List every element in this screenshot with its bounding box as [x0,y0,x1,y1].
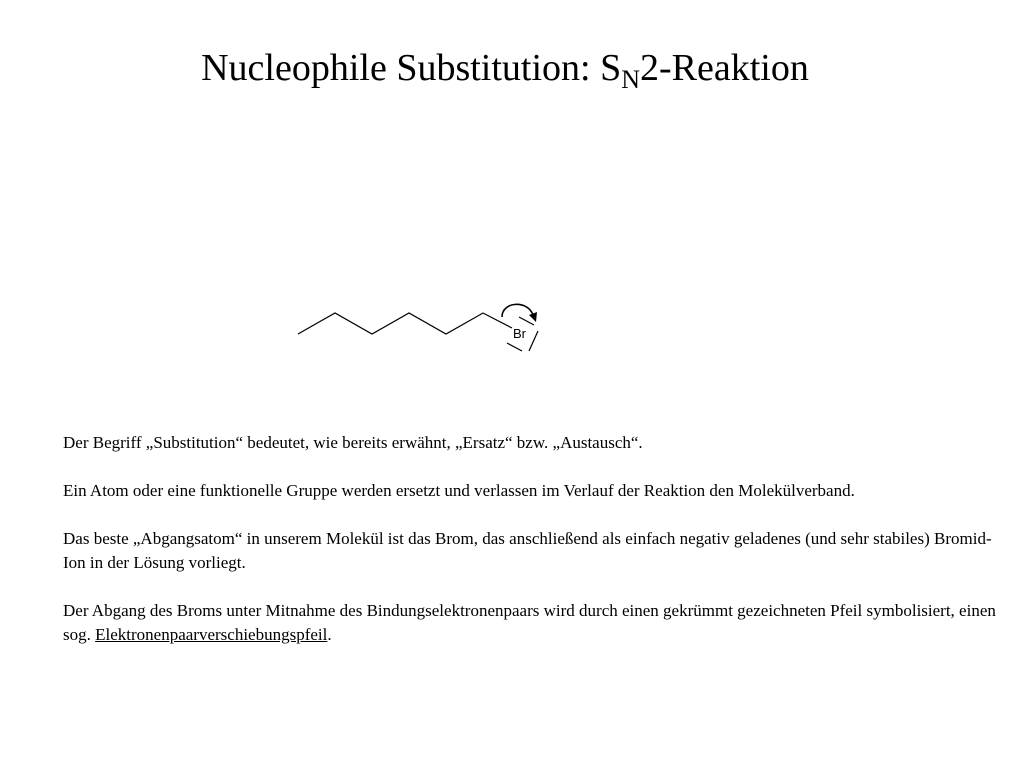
lone-pair-line-right [529,331,538,351]
paragraph-substitution-definition: Der Begriff „Substitution“ bedeutet, wie bereits erwähnt, „Ersatz“ bzw. „Austausch“. [63,433,643,452]
title-suffix: 2-Reaktion [640,47,809,89]
title-prefix: Nucleophile Substitution: S [201,47,622,89]
curved-arrow-icon [502,304,537,322]
lone-pair-line-top [519,317,534,325]
carbon-chain [298,313,512,334]
title-subscript: N [621,65,641,94]
bromoheptane-structure [290,295,550,360]
paragraph-leaving-group: Das beste „Abgangsatom“ in unserem Molekül ist das Brom, das anschließend als einfach negativ geladenes (und sehr stabiles) Bromid-Ion in der Lösung vorliegt. [63,529,992,572]
slide-title [0,44,1010,92]
paragraph-arrow-explanation [63,599,1003,647]
paragraph-atom-replacement: Ein Atom oder eine funktionelle Gruppe werden ersetzt und verlassen im Verlauf der Reaktion den Molekülverband. [63,481,855,500]
body-text [63,431,1003,671]
paragraph-arrow-end: . [327,625,332,644]
lone-pair-line-bottom [507,343,522,351]
paragraph-arrow-text: Der Abgang des Broms unter Mitnahme des Bindungselektronenpaars wird durch einen gekrümmt gezeichneten Pfeil symbolisiert, einen sog. [63,601,996,644]
electron-arrow-link[interactable]: Elektronenpaarverschiebungspfeil [95,625,328,644]
bromine-label: Br [513,326,526,341]
